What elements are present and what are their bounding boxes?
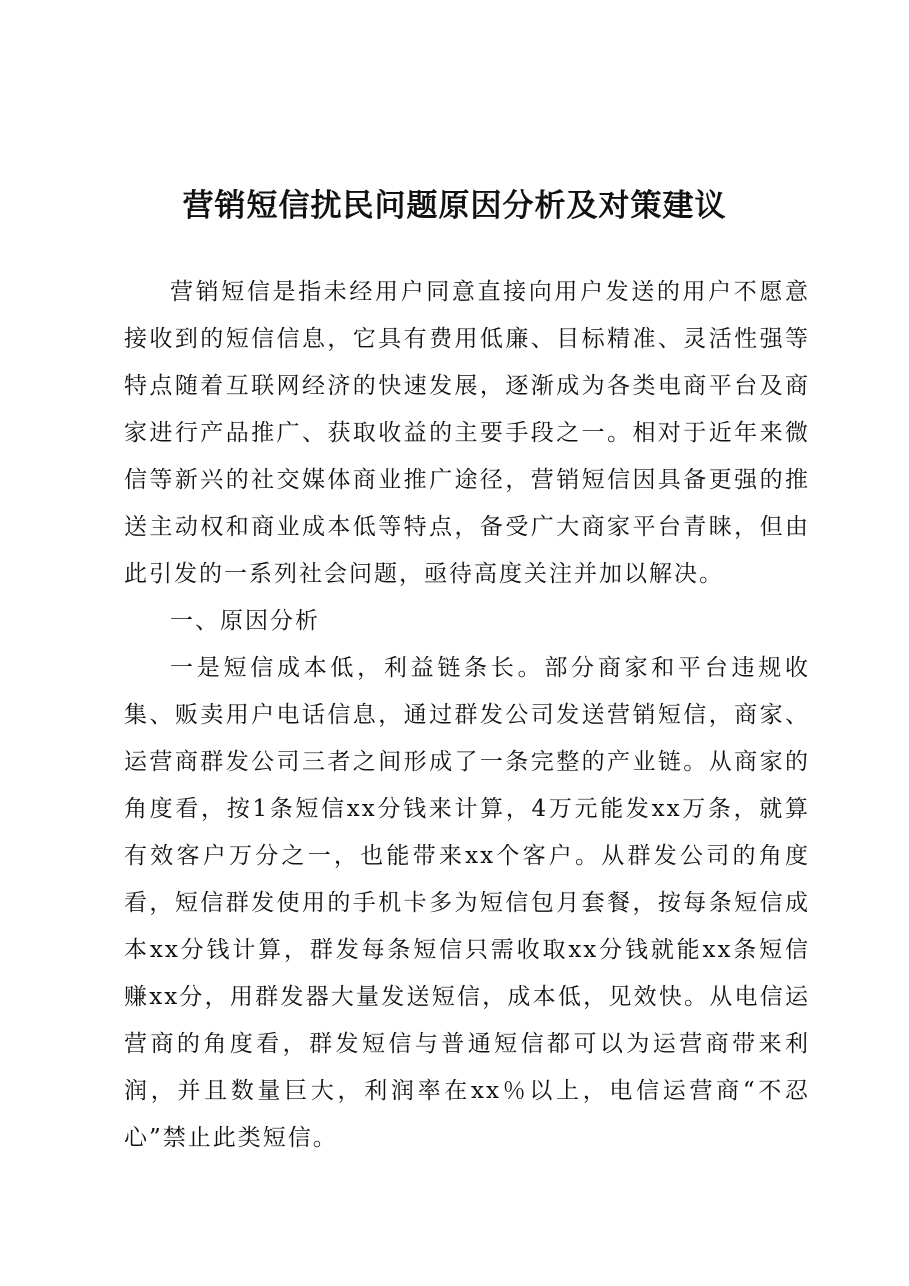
intro-paragraph: 营销短信是指未经用户同意直接向用户发送的用户不愿意接收到的短信信息，它具有费用低廉、目标精准、灵活性强等特点随着互联网经济的快速发展，逐渐成为各类电商平台及商家进行产品推广、获取收益的主要手段之一。相对于近年来微信等新兴的社交媒体商业推广途径，营销短信因具备更强的推送主动权和商业成本低等特点，备受广大商家平台青睐，但由此引发的一系列社会问题，亟待高度关注并加以解决。: [124, 279, 810, 587]
document-title: 营销短信扰民问题原因分析及对策建议: [182, 188, 727, 224]
section-heading: 一、原因分析: [170, 608, 320, 634]
document-body: [124, 269, 810, 1162]
section-paragraph: 一是短信成本低，利益链条长。部分商家和平台违规收集、贩卖用户电话信息，通过群发公司发送营销短信，商家、运营商群发公司三者之间形成了一条完整的产业链。从商家的角度看，按1条短信xx分钱来计算，4万元能发xx万条，就算有效客户万分之一，也能带来xx个客户。从群发公司的角度看，短信群发使用的手机卡多为短信包月套餐，按每条短信成本xx分钱计算，群发每条短信只需收取xx分钱就能xx条短信赚xx分，用群发器大量发送短信，成本低，见效快。从电信运营商的角度看，群发短信与普通短信都可以为运营商带来利润，并且数量巨大，利润率在xx％以上，电信运营商“不忍心”禁止此类短信。: [124, 655, 810, 1151]
